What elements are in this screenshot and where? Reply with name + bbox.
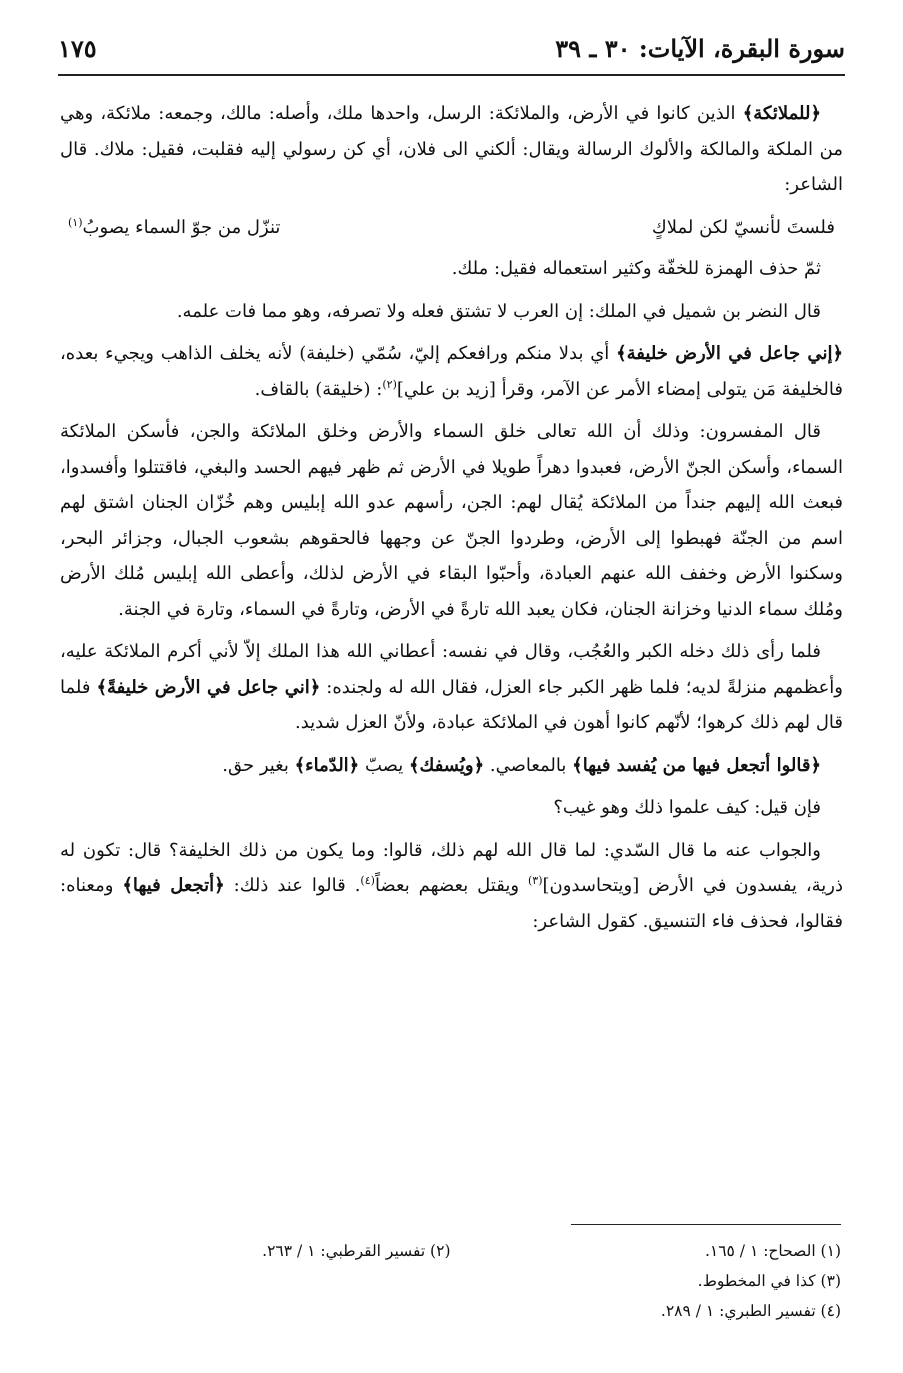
paragraph-1 [60,96,843,203]
verse-hemistich-1: فلستَ لأنسيّ لكن لملاكٍ [651,216,835,238]
header-rule [58,74,845,76]
text-run: فلما قال لهم ذلك كرهوا؛ لأنّهم كانوا أهون في الملائكة عبادة، ولأنّ العزل شديد. [60,676,843,733]
footnote-ref: (٢) [382,377,397,391]
paragraph-4 [60,336,843,407]
paragraph-6 [60,634,843,741]
text-run: والجواب عنه ما قال السّدي: لما قال الله لهم ذلك، قالوا: وما يكون من ذلك الخليفة؟ قال: تكون له ذرية، يفسدون في الأرض [ويتحاسدون] [60,839,844,896]
footnote-rule [571,1224,841,1225]
paragraph-8: فإن قيل: كيف علموا ذلك وهو غيب؟ [553,797,821,818]
verse-hemistich-2-text: تنزّل من جوّ السماء يصوبُ [82,216,281,238]
quran-quote: ﴿للملائكة﴾ [742,103,821,124]
text-run: : (خليقة) بالقاف. [254,378,383,400]
footnote-2: (٢) تفسير القرطبي: ١ / ٢٦٣. [262,1242,451,1260]
footnote-ref: (٤) [360,874,375,887]
footnote-3: (٣) كذا في المخطوط. [697,1272,841,1290]
quran-quote: ﴿أتجعل فيها﴾ [122,875,225,896]
footnote-row [60,1236,841,1266]
verse-hemistich-2 [68,210,280,246]
text-run: ومعناه: فقالوا، فحذف فاء التنسيق. كقول الشاعر: [60,875,843,932]
quran-quote: ﴿الدّماء﴾ [294,754,360,776]
paragraph-9 [60,833,843,940]
poetry-verse [60,210,843,246]
footnote-row [60,1266,841,1296]
paragraph-3: قال النضر بن شميل في الملك: إن العرب لا تشتق فعله ولا تصرفه، وهو مما فات علمه. [176,300,821,322]
text-run: بغير حق. [222,754,295,776]
paragraph-2: ثمّ حذف الهمزة للخفّة وكثير استعماله فقيل: ملك. [451,258,821,279]
text-run: ويقتل بعضهم بعضاً [374,875,528,896]
text-run: فلما رأى ذلك دخله الكبر والعُجُب، وقال في نفسه: أعطاني الله هذا الملك إلاّ لأني أكرم الملائكة عليه، وأعظمهم منزلةً لديه؛ فلما ظهر الكبر جاء العزل، فقال الله له ولجنده: [60,641,843,698]
footnotes [60,1236,841,1326]
page-number: ١٧٥ [58,34,97,63]
main-text [60,96,843,946]
text-run: أي بدلا منكم ورافعكم إليّ، سُمّي (خليفة) لأنه يخلف الذاهب ويجيء بعده، فالخليفة مَن يتولى إمضاء الأمر عن الآمر، وقرأ [زيد بن علي] [60,343,843,400]
quran-quote: ﴿قالوا أتجعل فيها من يُفسد فيها﴾ [572,754,821,776]
text-run: الذين كانوا في الأرض، والملائكة: الرسل، واحدها ملك، وأصله: مالك، وجمعه: ملائكة، وهي من الملكة والمالكة والألوك الرسالة ويقال: ألكني الى فلان، أي كن رسولي إليه فقلبت، فقيل: ملاك. قال الشاعر: [60,103,843,195]
text-run: بالمعاصي. [484,754,573,776]
footnote-row [60,1296,841,1326]
paragraph-7 [60,748,843,784]
footnote-1: (١) الصحاح: ١ / ١٦٥. [704,1242,841,1260]
paragraph-5: قال المفسرون: وذلك أن الله تعالى خلق السماء والأرض وخلق الملائكة والجن، فأسكن الملائكة السماء، وأسكن الجنّ الأرض، فعبدوا دهراً طويلا في الأرض ثم ظهر فيهم الحسد والبغي، فاقتتلوا وأفسدوا، فبعث الله إليهم جنداً من الملائكة يُقال لهم: الجن، رأسهم عدو الله إبليس وهم خُزّان الجنان اشتق لهم اسم من الجنّة فهبطوا إلى الأرض، وطردوا الجنّ عن وجهها فالحقوهم بشعوب الجبال، وجزائر البحر، وسكنوا الأرض وخفف الله عنهم العبادة، وأحبّوا البقاء في الأرض لذلك، وأعطى الله إبليس مُلك الأرض ومُلك سماء الدنيا وخزانة الجنان، فكان يعبد الله تارةً في الأرض، وتارةً في السماء، وتارة في الجنة. [60,421,844,620]
footnote-ref: (١) [68,215,83,229]
quran-quote: ﴿ويُسفك﴾ [408,754,485,776]
text-run: يصبّ [359,754,409,776]
footnote-4: (٤) تفسير الطبري: ١ / ٢٨٩. [660,1302,841,1320]
footnote-ref: (٣) [527,874,543,887]
text-run: . قالوا عند ذلك: [224,875,361,896]
quran-quote: ﴿إني جاعل في الأرض خليفة﴾ [616,343,843,364]
running-header [58,34,845,76]
quran-quote: ﴿اني جاعل في الأرض خليفةً﴾ [96,676,321,698]
header-title: سورة البقرة، الآيات: ٣٠ ـ ٣٩ [555,34,845,63]
